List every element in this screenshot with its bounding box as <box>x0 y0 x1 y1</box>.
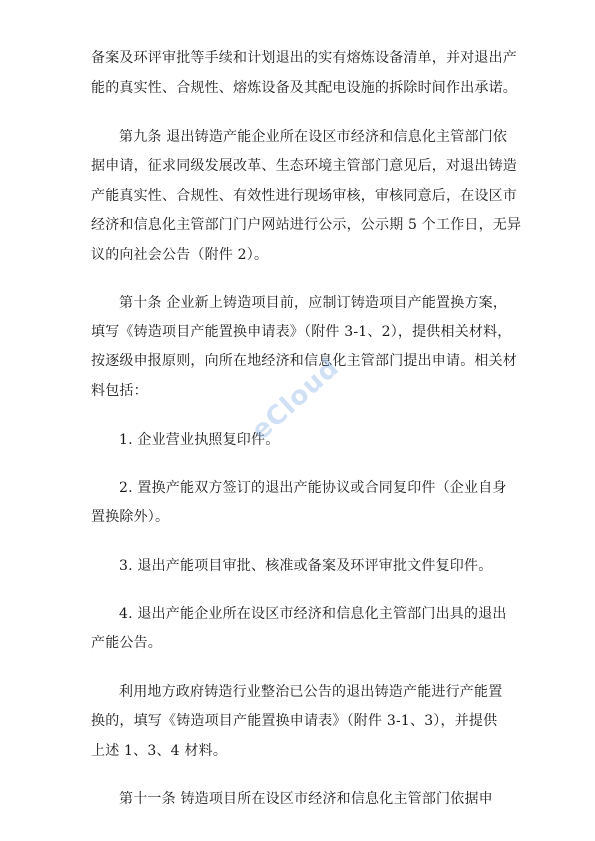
text-line: 置换除外）。 <box>91 509 170 525</box>
watermark-logo: eCloud <box>245 352 346 447</box>
text-line: 按逐级申报原则，向所在地经济和信息化主管部门提出申请。相关材 <box>91 353 517 369</box>
text-line: 换的，填写《铸造项目产能置换申请表》（附件 3-1、3），并提供 <box>91 713 498 729</box>
list-item-3: 3. 退出产能项目审批、核准或备案及环评审批文件复印件。 <box>119 558 493 574</box>
text-line: 备案及环评审批等手续和计划退出的实有熔炼设备清单，并对退出产 <box>91 50 517 66</box>
article-9-heading-line: 第九条 退出铸造产能企业所在设区市经济和信息化主管部门依 <box>119 129 508 145</box>
article-11-heading-line: 第十一条 铸造项目所在设区市经济和信息化主管部门依据申 <box>119 791 493 807</box>
list-item-1: 1. 企业营业执照复印件。 <box>119 432 280 448</box>
text-line: 能的真实性、合规性、熔炼设备及其配电设施的拆除时间作出承诺。 <box>91 80 517 96</box>
list-item-2: 2. 置换产能双方签订的退出产能协议或合同复印件（企业自身 <box>119 480 507 496</box>
text-line: 填写《铸造项目产能置换申请表》（附件 3-1、2），提供相关材料， <box>91 324 512 340</box>
text-line: 产能真实性、合规性、有效性进行现场审核，审核同意后，在设区市 <box>91 188 517 204</box>
text-line: 经济和信息化主管部门门户网站进行公示，公示期 5 个工作日，无异 <box>91 217 522 233</box>
text-line: 据申请，征求同级发展改革、生态环境主管部门意见后，对退出铸造 <box>91 158 517 174</box>
list-item-4: 4. 退出产能企业所在设区市经济和信息化主管部门出具的退出 <box>119 606 507 622</box>
text-line: 料包括： <box>91 383 148 399</box>
paragraph-line: 利用地方政府铸造行业整治已公告的退出铸造产能进行产能置 <box>119 684 503 700</box>
text-line: 产能公告。 <box>91 635 162 651</box>
text-line: 议的向社会公告（附件 2）。 <box>91 247 269 263</box>
text-line: 上述 1、3、4 材料。 <box>91 743 228 759</box>
article-10-heading-line: 第十条 企业新上铸造项目前，应制订铸造项目产能置换方案， <box>119 295 508 311</box>
